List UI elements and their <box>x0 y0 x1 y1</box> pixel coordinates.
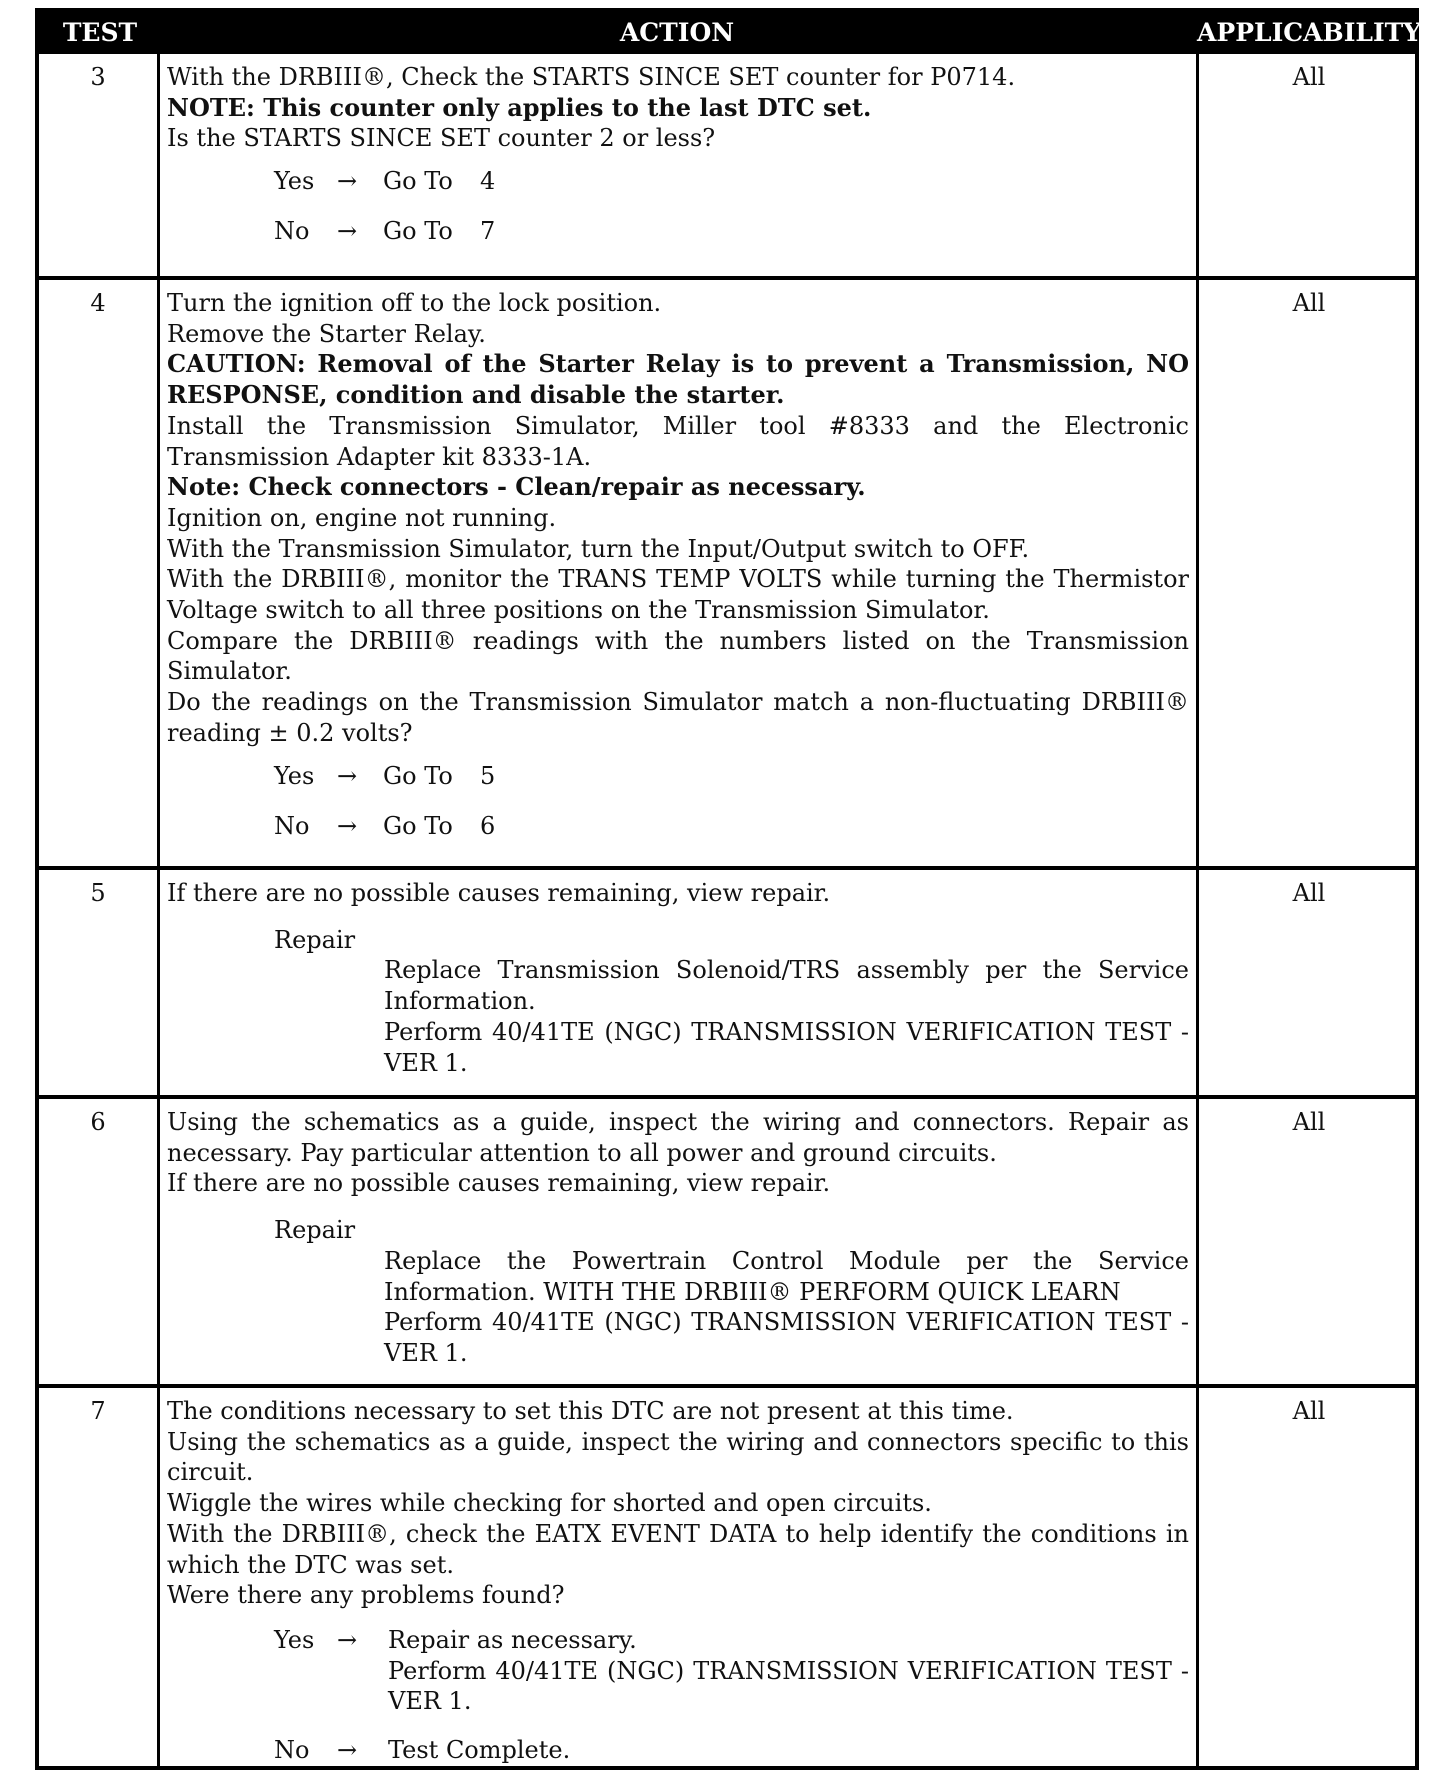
applicability-value: All <box>1292 63 1326 91</box>
no-branch <box>167 1735 1189 1766</box>
yes-instructions <box>388 1625 1189 1717</box>
yes-line: Repair as necessary. <box>388 1625 637 1654</box>
diagnostic-table <box>35 8 1422 1770</box>
arrow-icon: → <box>337 217 358 246</box>
action-line: With the DRBIII®, check the EATX EVENT DATA to help identify the conditions in which the DTC was set. <box>167 1519 1189 1579</box>
test-number: 3 <box>90 63 106 91</box>
action-text <box>167 878 1189 1078</box>
no-label: No <box>274 217 310 246</box>
goto-label: Go To <box>383 761 453 790</box>
action-line: Ignition on, engine not running. <box>167 503 557 532</box>
header-test: TEST <box>62 18 138 47</box>
arrow-icon: → <box>337 167 358 196</box>
yes-label: Yes <box>274 761 315 790</box>
yes-branch <box>167 749 1189 799</box>
applicability-value: All <box>1292 289 1326 317</box>
goto-target: 5 <box>480 761 496 790</box>
arrow-icon: → <box>337 761 358 790</box>
action-text <box>167 62 1189 254</box>
no-branch <box>167 204 1189 254</box>
goto-target: 6 <box>480 811 496 840</box>
repair-instructions <box>384 955 1189 1078</box>
action-line: If there are no possible causes remaining, view repair. <box>167 879 831 907</box>
action-line: With the Transmission Simulator, turn the Input/Output switch to OFF. <box>167 534 1030 563</box>
action-text <box>167 1107 1189 1369</box>
repair-line: Replace Transmission Solenoid/TRS assembly per the Service Information. <box>384 956 1189 1016</box>
applicability-value: All <box>1292 1397 1326 1425</box>
table-row-test-5 <box>39 870 1415 1095</box>
header-applicability: APPLICABILITY <box>1197 18 1422 47</box>
yes-line: Perform 40/41TE (NGC) TRANSMISSION VERIFICATION TEST - VER 1. <box>388 1656 1189 1716</box>
goto-label: Go To <box>383 811 453 840</box>
action-question: Were there any problems found? <box>167 1581 565 1610</box>
repair-line: Perform 40/41TE (NGC) TRANSMISSION VERIFICATION TEST - VER 1. <box>384 1308 1189 1367</box>
table-row-test-3 <box>39 54 1415 276</box>
goto-target: 4 <box>480 167 496 196</box>
action-line: Using the schematics as a guide, inspect the wiring and connectors specific to this circuit. <box>167 1427 1189 1487</box>
test-number: 6 <box>90 1108 106 1136</box>
action-line: Wiggle the wires while checking for shorted and open circuits. <box>167 1489 932 1518</box>
action-line: Compare the DRBIII® readings with the numbers listed on the Transmission Simulator. <box>167 626 1189 686</box>
repair-line: Replace the Powertrain Control Module per the Service Information. WITH THE DRBIII® PERFORM QUICK LEARN <box>384 1246 1189 1306</box>
action-line: Remove the Starter Relay. <box>167 319 486 348</box>
goto-target: 7 <box>480 217 496 246</box>
goto-label: Go To <box>383 167 453 196</box>
action-line: Install the Transmission Simulator, Miller tool #8333 and the Electronic Transmission Adapter kit 8333-1A. <box>167 411 1189 471</box>
table-row-test-7 <box>39 1388 1415 1766</box>
yes-branch <box>167 154 1189 204</box>
action-line: With the DRBIII®, monitor the TRANS TEMP VOLTS while turning the Thermistor Voltage switch to all three positions on the Transmission Simulator. <box>167 565 1189 625</box>
table-header <box>39 12 1422 54</box>
header-action: ACTION <box>619 18 735 47</box>
applicability-value: All <box>1292 879 1326 907</box>
yes-label: Yes <box>274 167 315 196</box>
test-number: 7 <box>90 1397 106 1425</box>
no-label: No <box>274 1736 310 1765</box>
action-line: Turn the ignition off to the lock position. <box>167 289 662 317</box>
action-line: Using the schematics as a guide, inspect the wiring and connectors. Repair as necessary. Pay particular attention to all power and ground circuits. <box>167 1108 1189 1167</box>
applicability-value: All <box>1292 1108 1326 1136</box>
table-row-test-6 <box>39 1099 1415 1384</box>
repair-label: Repair <box>274 925 356 954</box>
repair-line: Perform 40/41TE (NGC) TRANSMISSION VERIFICATION TEST - VER 1. <box>384 1017 1189 1077</box>
yes-branch <box>167 1625 1189 1717</box>
test-number: 5 <box>90 879 106 907</box>
action-line: If there are no possible causes remaining, view repair. <box>167 1169 831 1198</box>
repair-instructions <box>384 1246 1189 1369</box>
no-label: No <box>274 811 310 840</box>
action-note: Note: Check connectors - Clean/repair as necessary. <box>167 472 866 502</box>
arrow-icon: → <box>337 1736 358 1765</box>
arrow-icon: → <box>337 1625 358 1654</box>
arrow-icon: → <box>337 811 358 840</box>
no-result: Test Complete. <box>388 1736 571 1765</box>
action-caution: CAUTION: Removal of the Starter Relay is to prevent a Transmission, NO RESPONSE, condition and disable the starter. <box>167 349 1189 410</box>
action-question: Do the readings on the Transmission Simulator match a non-fluctuating DRBIII® reading ± 0.2 volts? <box>167 688 1189 747</box>
action-question: Is the STARTS SINCE SET counter 2 or less? <box>167 124 716 153</box>
action-text <box>167 288 1189 849</box>
action-note: NOTE: This counter only applies to the last DTC set. <box>167 92 872 122</box>
action-line: With the DRBIII®, Check the STARTS SINCE SET counter for P0714. <box>167 63 1016 91</box>
action-line: The conditions necessary to set this DTC are not present at this time. <box>167 1397 1014 1425</box>
goto-label: Go To <box>383 217 453 246</box>
yes-label: Yes <box>274 1625 315 1654</box>
repair-label: Repair <box>274 1216 356 1245</box>
table-row-test-4 <box>39 280 1415 866</box>
action-text <box>167 1396 1189 1766</box>
test-number: 4 <box>90 289 106 317</box>
no-branch <box>167 799 1189 849</box>
